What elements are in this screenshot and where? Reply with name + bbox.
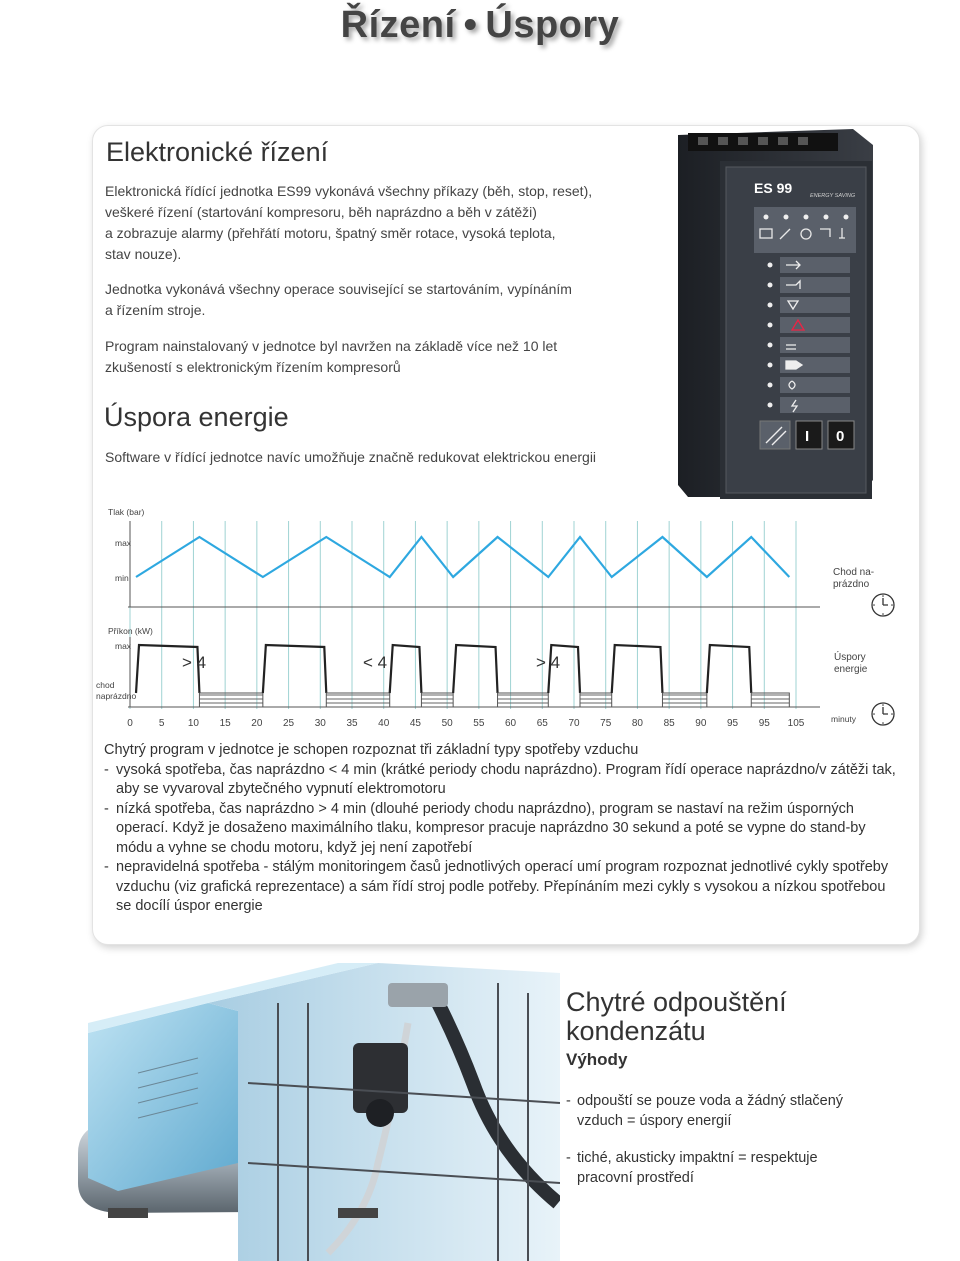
page-title [0,4,960,47]
page-title-left: Řízení [340,4,456,46]
pressure-series-line [136,537,789,577]
x-tick-label: 10 [187,718,199,729]
advantage-item-2: - tiché, akusticky impaktní = respektuje pracovní prostředí [566,1149,906,1188]
paragraph-line: veškeré řízení (startování kompresoru, běh naprázdno a běh v zátěži) [105,204,537,220]
pressure-min-label: min [115,573,129,583]
x-tick-label: 55 [473,718,485,729]
es99-control-panel [668,125,878,505]
advantage-item-1: - odpouští se pouze voda a žádný stlačený vzduch = úspory energií [566,1092,906,1131]
advantage-line: tiché, akusticky impaktní = respektuje [577,1150,818,1166]
x-tick-label: 90 [695,718,707,729]
x-tick-label: 60 [505,718,517,729]
clock-icon [872,594,894,616]
consumption-chart [80,497,920,737]
bullets-list [104,761,904,917]
list-item-text: vysoká spotřeba, čas naprázdno < 4 min (krátké periody chodu naprázdno). Program řídí operace naprázdno/v zátěži tak, aby se vyvaroval zbytečného vypnutí elektromotoru [116,761,896,797]
paragraph-line: Jednotka vykonává všechny operace související se startováním, vypínáním [105,281,572,297]
power-idle-segment [498,693,549,707]
x-tick-label: 35 [346,718,358,729]
paragraph-line: zkušeností s elektronickým řízením kompresorů [105,359,401,375]
power-load-segment [263,645,326,693]
power-idle-segment [421,693,453,707]
power-series [136,645,789,707]
paragraph-line: Elektronická řídící jednotka ES99 vykonává všechny příkazy (běh, stop, reset), [105,183,593,199]
x-tick-label: 65 [536,718,548,729]
power-idle-segment [662,693,706,707]
bullet-dot: • [463,4,478,46]
power-max-label: max [115,641,132,651]
x-tick-label: 40 [378,718,390,729]
power-idle-label-line2: naprázdno [96,691,137,701]
paragraph-line: a zobrazuje alarmy (přehřátí motoru, špatný směr rotace, vysoká teplota, [105,225,556,241]
heading-line: Chytré odpouštění [566,987,787,1017]
advantage-line: odpouští se pouze voda a žádný stlačený [577,1093,844,1109]
heading-condensate [566,988,906,1046]
clock-icon [872,703,894,725]
x-tick-label: 75 [600,718,612,729]
paragraph-es99 [105,181,665,265]
paragraph-operations [105,279,665,321]
x-tick-label: 30 [314,718,326,729]
x-tick-label: 0 [127,718,133,729]
paragraph-energy: Software v řídící jednotce navíc umožňuje značně redukovat elektrickou energii [105,449,597,465]
power-note-line1: Úspory [834,652,866,663]
heading-electronic-control: Elektronické řízení [106,137,329,167]
x-tick-label: 105 [787,718,805,729]
x-tick-label: 80 [631,718,643,729]
phase-label-3: > 4 [536,653,561,672]
advantage-line: pracovní prostředí [577,1169,694,1186]
list-item-text: nepravidelná spotřeba - stálým monitoringem časů jednotlivých operací umí program rozpoznat jednotlivé cykly spotřeby vzduchu (viz grafická reprezentace) a sám řídí stroj podle potřeby. Přepínáním mezi cykly s vysokou a nízkou spotřebou se docílí úspor energie [116,859,889,914]
power-load-segment [390,645,422,693]
power-load-segment [453,645,497,693]
phase-label-1: > 4 [182,653,207,672]
x-tick-label: 85 [663,718,675,729]
power-idle-segment [580,693,612,707]
paragraph-line: Program nainstalovaný v jednotce byl navržen na základě více než 10 let [105,338,558,354]
phase-label-2: < 4 [363,653,388,672]
panel-subtitle: ENERGY SAVING [810,193,856,199]
pressure-note-line2: prázdno [833,579,870,590]
compressor-machine-photo [78,963,560,1261]
x-tick-label: 15 [219,718,231,729]
x-tick-label: 70 [568,718,580,729]
power-idle-segment [326,693,389,707]
paragraph-line: a řízením stroje. [105,302,206,318]
list-item-text: nízká spotřeba, čas naprázdno > 4 min (dlouhé periody chodu naprázdno), program se nastaví na režim úsporných operací. Když je dosaženo maximálního tlaku, kompresor pracuje naprázdno 30 sekund a poté se vypne do stand-by módu a vyhne se chodu motoru, když jej není zapotřebí [116,800,866,856]
x-tick-label: 20 [251,718,263,729]
list-item: - nízká spotřeba, čas naprázdno > 4 min (dlouhé periody chodu naprázdno), program se nastaví na režim úsporných operací. Když je dosaženo maximálního tlaku, kompresor pracuje naprázdno 30 sekund a poté se vypne do stand-by módu a vyhne se chodu motoru, když jej není zapotřebí [104,800,866,856]
bullets-intro: Chytrý program v jednotce je schopen rozpoznat tři základní typy spotřeby vzduchu [104,742,639,758]
pressure-note-line1: Chod na- [833,567,875,578]
heading-line: kondenzátu [566,1016,706,1046]
power-load-segment [707,645,751,693]
mode-button [760,421,790,449]
list-item: - vysoká spotřeba, čas naprázdno < 4 min (krátké periody chodu naprázdno). Program řídí operace naprázdno/v zátěži tak, aby se vyvaroval zbytečného vypnutí elektromotoru [104,761,896,797]
power-note-line2: energie [834,664,868,675]
power-idle-label-line1: chod [96,680,115,690]
heading-energy-saving: Úspora energie [104,402,289,432]
advantage-line: vzduch = úspory energií [577,1112,732,1129]
x-tick-label: 5 [158,718,165,729]
list-item: - nepravidelná spotřeba - stálým monitoringem časů jednotlivých operací umí program rozpoznat jednotlivé cykly spotřeby vzduchu (viz grafická reprezentace) a sám řídí stroj podle potřeby. Přepínáním mezi cykly s vysokou a nízkou spotřebou se docílí úspor energie [104,859,889,914]
page-title-right: Úspory [485,4,620,46]
x-tick-labels [127,718,805,729]
x-tick-label: 45 [409,718,421,729]
heading-advantages: Výhody [566,1050,628,1069]
stop-button-label: 0 [836,428,845,445]
power-idle-segment [199,693,262,707]
paragraph-line: stav nouze). [105,246,182,262]
x-tick-label: 95 [727,718,739,729]
x-tick-label: 50 [441,718,453,729]
paragraph-program [105,336,665,378]
power-idle-segment [751,693,789,707]
pressure-max-label: max [115,538,132,548]
power-ylabel: Příkon (kW) [108,626,153,636]
start-button-label: I [805,428,810,445]
x-tick-label: 25 [283,718,295,729]
x-tick-label: 95 [758,718,770,729]
pressure-ylabel: Tlak (bar) [108,507,145,517]
panel-model-label: ES 99 [754,180,793,196]
consumption-types [104,741,904,917]
x-unit-label: minuty [831,714,857,724]
